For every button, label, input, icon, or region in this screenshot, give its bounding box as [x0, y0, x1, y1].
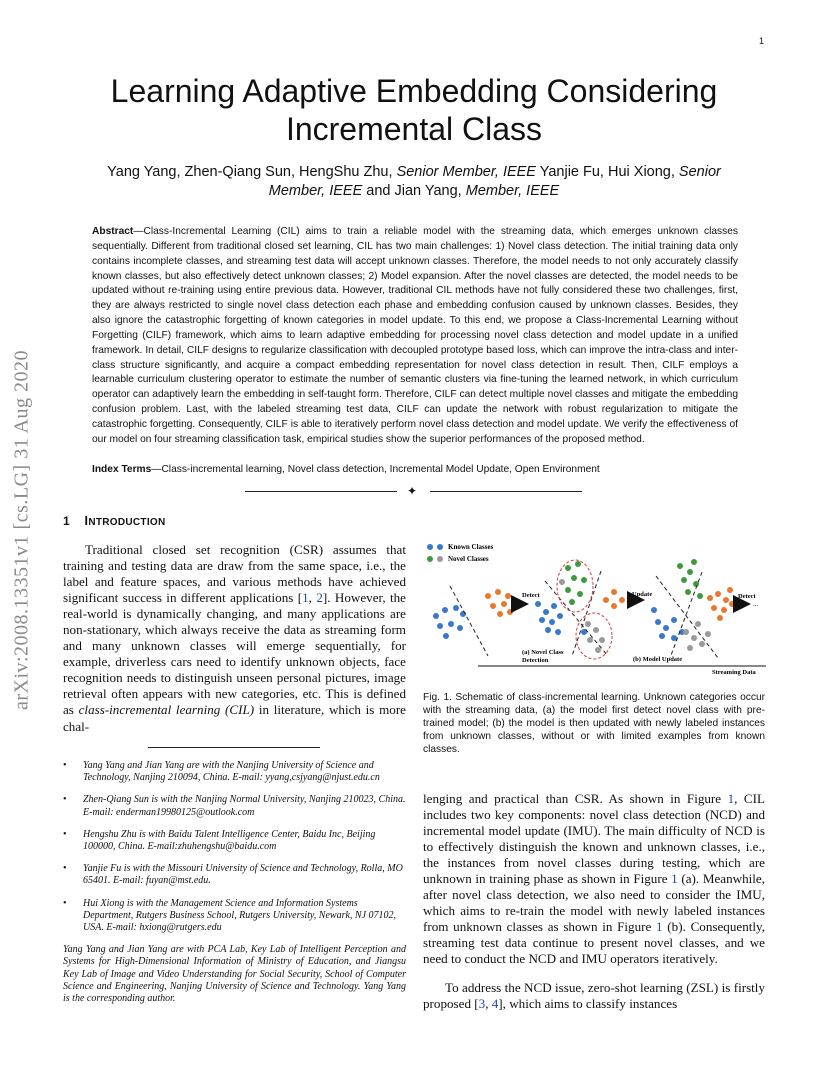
intro-text: Traditional closed set recognition (CSR) assumes that training and testing data are draw from the same space, i.e., the label and feature spaces, and various methods have achieved significant success in different applications [ [63, 542, 406, 606]
boundary-line [450, 586, 488, 656]
figure-dot [729, 601, 735, 607]
bullet-icon: • [63, 863, 67, 875]
figure-ref-link[interactable]: 1 [727, 791, 735, 806]
figure-dot [549, 619, 555, 625]
page-number: 1 [758, 36, 764, 46]
figure-dot [565, 587, 571, 593]
figure-dot [723, 597, 729, 603]
novel-class-circle [557, 560, 593, 612]
index-terms-label: Index Terms [92, 464, 152, 475]
figure-dot [545, 627, 551, 633]
intro-text: in literature, which is more chal- [63, 702, 406, 734]
label-detect: Detect [522, 592, 540, 599]
figure-dot [505, 593, 511, 599]
label-a-line-1: (a) Novel Class [522, 649, 564, 656]
figure-dot [687, 569, 693, 575]
footnote-rule [148, 747, 320, 748]
intro-paragraph-1 [63, 542, 406, 735]
figure-dot [721, 607, 727, 613]
author-list [80, 163, 748, 201]
abstract-text: —Class-Incremental Learning (CIL) aims to train a reliable model with the streaming data, which emerges unknown classes sequentially. Different from traditional closed set learning, CIL has two main challenges: 1) Novel class detection. The initial training data only contains incomplete classes, and streaming test data will accept unknown classes. Therefore, the model needs to not only accurately classify known classes, but also effectively detect unknown classes; 2) Model expansion. After the novel classes are detected, the model needs to be updated without re-training using entire previous data. However, traditional CIL methods have not fully considered these two challenges, first, they are always restricted to single novel class detection each phase and embedding confusion caused by unknown classes. Besides, they also ignore the catastrophic forgetting of known categories in model update. To this end, we propose a Class-Incremental Learning without Forgetting (CILF) framework, which aims to learn adaptive embedding for processing novel class detection and model update in a unified framework. In detail, CILF designs to regularize classification with decoupled prototype based loss, which can improve the intra-class and inter-class structure significantly, and acquire a compact embedding representation for novel class detection in result. Then, CILF employs a learnable curriculum clustering operator to estimate the number of semantic clusters via fine-tuning the learned network, in which curriculum operator can adaptively learn the embedding in self-taught form. Therefore, CILF can detect multiple novel classes and mitigate the embedding confusion problem. Last, with the labeled streaming test data, CILF can update the network with robust regularization to mitigate the catastrophic forgetting. Consequently, CILF is able to iteratively perform novel class detection and model update. We verify the effectiveness of our model on four streaming classification task, empirical studies show the superior performances of the proposed method. [92, 226, 738, 445]
figure-dot [707, 595, 713, 601]
section-heading [63, 514, 166, 528]
figure-dot [611, 603, 617, 609]
intro-italic: class-incremental learning (CIL) [78, 702, 255, 718]
figure-dot [655, 619, 661, 625]
figure-dot [433, 613, 439, 619]
figure-dot [427, 544, 433, 550]
abstract-label: Abstract [92, 226, 134, 237]
figure-dot [569, 599, 575, 605]
bullet-icon: • [63, 794, 67, 806]
figure-dot [571, 575, 577, 581]
intro-text: (a). Meanwhile, after novel class detection, we also need to consider the IMU, which aims to re-train the model with newly labeled instances from unknown classes as shown in Figure [423, 871, 765, 935]
figure-caption: Fig. 1. Schematic of class-incremental learning. Unknown categories occur with the streaming data, (a) the model first detect novel class with pre-trained model; (b) the model is then updated with newly labeled instances from unknown classes, without or with limited examples from known classes. [423, 692, 765, 755]
figure-dot [611, 589, 617, 595]
figure-dot [663, 625, 669, 631]
intro-text: ]. However, the real-world is dynamically changing, and many applications are non-stationary, which always receive the data as streaming form and many unknown classes will emerge sequentially, for example, driverless cars need to identify unknown objects, face recognition needs to distinguish unseen personal pictures, image retrieval often appears with new categories, etc. This is defined as [63, 590, 406, 718]
bullet-icon: • [63, 897, 67, 909]
novel-class-circle [576, 613, 612, 659]
authors-part-3: and Jian Yang, [362, 183, 466, 199]
section-number: 1 [63, 514, 70, 528]
figure-dot [593, 627, 599, 633]
figure-dot [619, 597, 625, 603]
authors-part-1: Yang Yang, Zhen-Qiang Sun, HengShu Zhu, [107, 164, 397, 180]
legend-known: Known Classes [448, 543, 494, 551]
label-stream: Streaming Data [712, 669, 756, 676]
figure-dot [659, 633, 665, 639]
footnote-item [63, 829, 406, 853]
label-a-line-2: Detection [522, 657, 549, 664]
figure-dot [687, 645, 693, 651]
figure-dot [551, 603, 557, 609]
figure-dot [587, 637, 593, 643]
footnote-text: Yanjie Fu is with the Missouri University of Science and Technology, Rolla, MO 65401. E-mail: fuyan@mst.edu. [83, 863, 403, 887]
authors-role-2b: Member, IEEE [268, 183, 363, 199]
footnote-text: Zhen-Qiang Sun is with the Nanjing Normal University, Nanjing 210023, China. E-mail: enderman19980125@outlook.com [83, 794, 406, 818]
figure-dot [691, 559, 697, 565]
figure-dot [557, 613, 563, 619]
figure-dot [501, 601, 507, 607]
figure-dot [437, 544, 443, 550]
figure-dot [681, 577, 687, 583]
figure-1-schematic [418, 536, 768, 682]
figure-dot [697, 593, 703, 599]
index-terms-text: —Class-incremental learning, Novel class detection, Incremental Model Update, Open Environment [151, 464, 600, 475]
divider-left-rule [245, 491, 397, 492]
label-detect: Detect [738, 593, 756, 600]
footnote-affiliation: Yang Yang and Jian Yang are with PCA Lab, Key Lab of Intelligent Perception and Systems for High-Dimensional Information of Ministry of Education, and Jiangsu Key Lab of Image and Video Understanding for Social Security, School of Computer Science and Engineering, Nanjing University of Science and Technology. Yang Yang is the corresponding author. [63, 944, 406, 1005]
citation-link[interactable]: 3 [478, 996, 486, 1012]
footnote-item [63, 863, 406, 887]
citation-link[interactable]: 1 [302, 590, 309, 606]
figure-dot [711, 605, 717, 611]
title-line-2: Incremental Class [285, 111, 543, 147]
figure-dot [577, 591, 583, 597]
figure-dot [581, 577, 587, 583]
figure-dot [651, 607, 657, 613]
figure-dot [603, 597, 609, 603]
footnote-text: Hengshu Zhu is with Baidu Talent Intelligence Center, Baidu Inc, Beijing 100000, China. E-mail:zhuhengshu@baidu.com [83, 828, 376, 853]
intro-text: To address the NCD issue, zero-shot learning (ZSL) is firstly proposed [ [423, 980, 765, 1012]
figure-dot [555, 629, 561, 635]
figure-dot [685, 589, 691, 595]
legend-novel: Novel Classes [448, 555, 489, 563]
figure-ref-link[interactable]: 1 [671, 871, 678, 887]
divider-right-rule [430, 491, 582, 492]
figure-ref-link[interactable]: 1 [656, 919, 663, 935]
figure-dot [575, 561, 581, 567]
figure-dot [683, 629, 689, 635]
figure-dot [543, 609, 549, 615]
intro-text: , [485, 996, 492, 1012]
intro-text: ], which aims to classify instances [498, 996, 678, 1012]
figure-dot [448, 621, 454, 627]
figure-dot [457, 625, 463, 631]
figure-dot [539, 617, 545, 623]
figure-dot [442, 607, 448, 613]
figure-dot [717, 615, 723, 621]
label-update: Update [632, 591, 653, 598]
paper-title [60, 72, 768, 148]
section-title-rest: NTRODUCTION [88, 517, 166, 528]
figure-dot [671, 617, 677, 623]
label-ellipsis: ... [753, 600, 759, 608]
arxiv-stamp-text: arXiv:2008.13351v1 [cs.LG] 31 Aug 2020 [10, 349, 33, 711]
label-b: (b) Model Update [633, 656, 683, 663]
intro-text: , CIL includes two key components: novel class detection (NCD) and incremental model update (IMU). The main difficulty of NCD is to effectively distinguish the known and unknown classes, i.e., the instances from novel classes during testing, which are unknown in training phase as shown in Figure [423, 791, 765, 887]
figure-dot [565, 565, 571, 571]
figure-dot [705, 631, 711, 637]
intro-text: lenging and practical than CSR. As shown in Figure [423, 791, 728, 806]
figure-dot [695, 621, 701, 627]
boundary-line [656, 576, 718, 658]
footnote-item [63, 794, 406, 818]
figure-dot [490, 603, 496, 609]
footnote-item [63, 760, 406, 784]
figure-dot [443, 633, 449, 639]
citation-link[interactable]: 4 [491, 996, 499, 1012]
figure-dot [691, 635, 697, 641]
authors-role-1: Senior Member, IEEE [396, 164, 536, 180]
figure-dot [497, 611, 503, 617]
figure-dot [495, 589, 501, 595]
authors-role-2a: Senior [678, 164, 721, 180]
figure-dot [437, 556, 443, 562]
intro-paragraph-3 [423, 980, 765, 1012]
figure-dot [485, 593, 491, 599]
title-line-1: Learning Adaptive Embedding Considering [110, 73, 718, 109]
figure-dot [595, 647, 601, 653]
intro-text: , [308, 590, 317, 606]
divider-diamond-icon: ✦ [407, 484, 418, 498]
figure-dot [671, 635, 677, 641]
figure-dot [559, 579, 565, 585]
footnotes [63, 760, 406, 1005]
figure-dot [427, 556, 433, 562]
figure-dot [599, 637, 605, 643]
footnote-text: Hui Xiong is with the Management Science and Information Systems Department, Rutgers Business School, Rutgers University, Newark, NJ 07102, USA. E-mail: hxiong@rutgers.edu [83, 897, 397, 934]
figure-dot [453, 605, 459, 611]
figure-dot [699, 641, 705, 647]
bullet-icon: • [63, 828, 67, 840]
figure-dot [585, 621, 591, 627]
figure-dot [727, 587, 733, 593]
citation-link[interactable]: 2 [316, 590, 323, 606]
intro-text: (b). Consequently, streaming test data continue to present novel classes, and we need to conduct the NCD and IMU operators iteratively. [423, 919, 765, 967]
intro-paragraph-2 [423, 791, 765, 968]
footnote-item [63, 898, 406, 935]
figure-dot [437, 623, 443, 629]
authors-part-2: Yanjie Fu, Hui Xiong, [535, 164, 679, 180]
figure-dot [507, 609, 513, 615]
index-terms [92, 463, 738, 477]
footnote-text: Yang Yang and Jian Yang are with the Nanjing University of Science and Technology, Nanjing 210094, China. E-mail: yyang,csjyang@njust.edu.cn [83, 760, 380, 784]
abstract [92, 225, 738, 448]
section-title-first: I [84, 514, 89, 528]
figure-dot [677, 563, 683, 569]
figure-dot [715, 591, 721, 597]
boundary-line [545, 581, 608, 656]
bullet-icon: • [63, 760, 67, 771]
authors-role-3: Member, IEEE [465, 183, 560, 199]
figure-dot [535, 601, 541, 607]
